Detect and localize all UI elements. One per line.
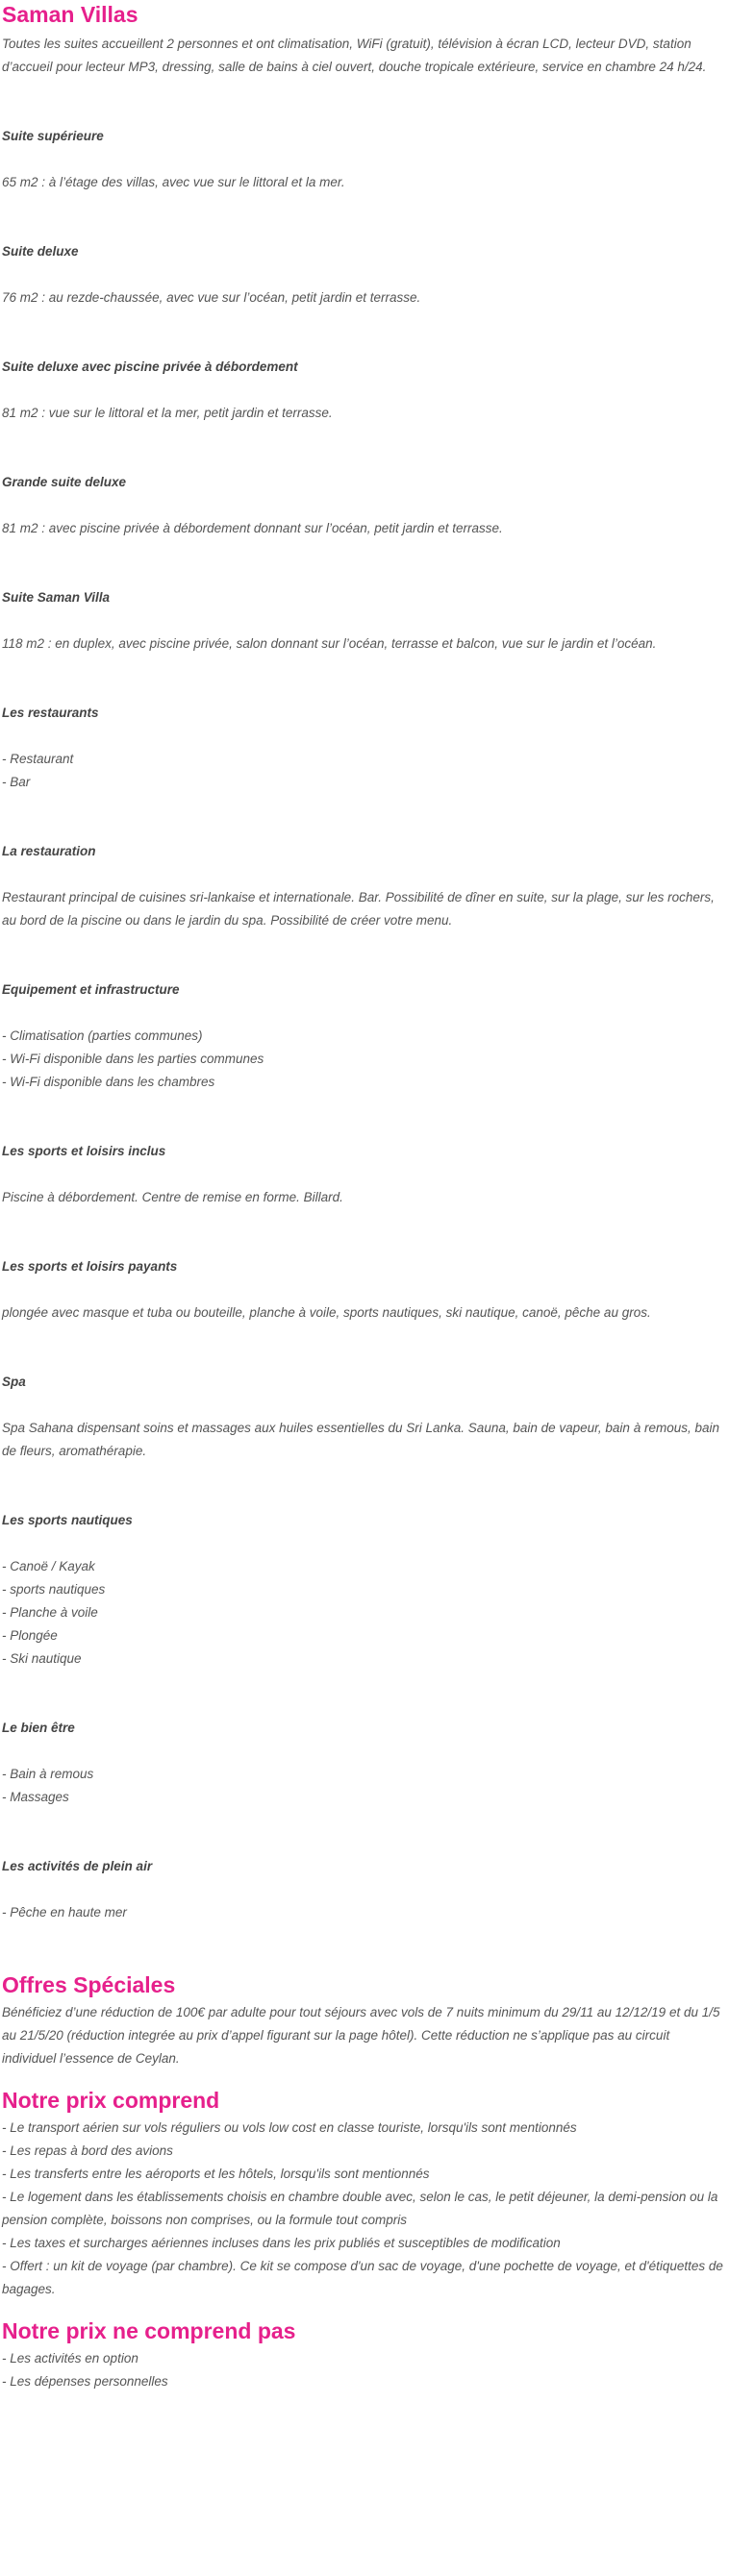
list-item: - Ski nautique	[2, 1651, 82, 1666]
excludes-title: Notre prix ne comprend pas	[2, 2318, 296, 2343]
list-item: - Climatisation (parties communes)	[2, 1028, 203, 1043]
section-text: 118 m2 : en duplex, avec piscine privée, salon donnant sur l’océan, terrasse et balcon, vue sur le jardin et l’océan.	[2, 636, 657, 651]
amenity-section	[2, 1140, 727, 1209]
section-list	[2, 748, 727, 794]
includes-title: Notre prix comprend	[2, 2088, 220, 2113]
amenity-section	[2, 1371, 727, 1463]
list-item: - Massages	[2, 1790, 69, 1804]
amenity-section	[2, 1509, 727, 1671]
amenity-section	[2, 471, 727, 540]
offers-section	[2, 1970, 727, 2070]
hotel-intro: Toutes les suites accueillent 2 personnes et ont climatisation, WiFi (gratuit), télévision à écran LCD, lecteur DVD, station d’accueil pour lecteur MP3, dressing, salle de bains à ciel ouvert, douche tropicale extérieure, service en chambre 24 h/24.	[2, 37, 707, 74]
section-heading: Les activités de plein air	[2, 1859, 153, 1873]
section-list	[2, 1025, 727, 1094]
amenity-section	[2, 1717, 727, 1809]
section-heading: Spa	[2, 1375, 26, 1389]
list-item: - Bar	[2, 775, 31, 789]
list-item: - Bain à remous	[2, 1767, 94, 1781]
amenity-section	[2, 840, 727, 932]
list-item: - Les dépenses personnelles	[2, 2374, 168, 2389]
section-heading: Le bien être	[2, 1721, 75, 1735]
amenity-section	[2, 702, 727, 794]
section-heading: Suite deluxe	[2, 244, 79, 259]
sections	[2, 125, 727, 1924]
list-item: - Les transferts entre les aéroports et les hôtels, lorsqu'ils sont mentionnés	[2, 2167, 430, 2181]
list-item: - sports nautiques	[2, 1582, 106, 1597]
list-item: - Les taxes et surcharges aériennes incluses dans les prix publiés et susceptibles de modification	[2, 2236, 561, 2250]
section-list	[2, 1555, 727, 1671]
includes-section	[2, 2086, 727, 2301]
section-heading: Suite supérieure	[2, 129, 104, 143]
list-item: - Restaurant	[2, 752, 74, 766]
section-text: plongée avec masque et tuba ou bouteille, planche à voile, sports nautiques, ski nautique, canoë, pêche au gros.	[2, 1305, 651, 1320]
section-text: Piscine à débordement. Centre de remise en forme. Billard.	[2, 1190, 343, 1204]
includes-list	[2, 2117, 727, 2301]
section-list	[2, 1763, 727, 1809]
section-text: Restaurant principal de cuisines sri-lankaise et internationale. Bar. Possibilité de dîner en suite, sur la plage, sur les rochers, au bord de la piscine ou dans le jardin du spa. Possibilité de créer votre menu.	[2, 890, 715, 928]
list-item: - Canoë / Kayak	[2, 1559, 95, 1573]
offers-text: Bénéficiez d’une réduction de 100€ par adulte pour tout séjours avec vols de 7 nuits minimum du 29/11 au 12/12/19 et du 1/5 au 21/5/20 (réduction integrée au prix d’appel figurant sur la page hôtel). Cette réduction ne s’applique pas au circuit individuel l’essence de Ceylan.	[2, 2005, 720, 2066]
section-heading: Les sports nautiques	[2, 1513, 133, 1527]
section-heading: Les restaurants	[2, 706, 99, 720]
section-heading: Suite Saman Villa	[2, 590, 111, 605]
section-list	[2, 1901, 727, 1924]
amenity-section	[2, 125, 727, 194]
list-item: - Wi-Fi disponible dans les chambres	[2, 1075, 215, 1089]
amenity-section	[2, 586, 727, 656]
list-item: - Offert : un kit de voyage (par chambre). Ce kit se compose d'un sac de voyage, d'une pochette de voyage, et d'étiquettes de bagages.	[2, 2259, 723, 2296]
section-heading: Suite deluxe avec piscine privée à débordement	[2, 359, 298, 374]
list-item: - Plongée	[2, 1628, 58, 1643]
hotel-title: Saman Villas	[2, 2, 138, 27]
list-item: - Pêche en haute mer	[2, 1905, 127, 1920]
list-item: - Les activités en option	[2, 2351, 138, 2365]
offers-title: Offres Spéciales	[2, 1972, 176, 1997]
section-text: 76 m2 : au rezde-chaussée, avec vue sur l’océan, petit jardin et terrasse.	[2, 290, 421, 305]
amenity-section	[2, 356, 727, 425]
section-text: 81 m2 : avec piscine privée à débordement donnant sur l’océan, petit jardin et terrasse.	[2, 521, 503, 535]
section-heading: Les sports et loisirs payants	[2, 1259, 178, 1274]
list-item: - Les repas à bord des avions	[2, 2143, 173, 2158]
section-text: 65 m2 : à l’étage des villas, avec vue sur le littoral et la mer.	[2, 175, 345, 189]
section-heading: La restauration	[2, 844, 96, 858]
list-item: - Wi-Fi disponible dans les parties communes	[2, 1052, 264, 1066]
list-item: - Planche à voile	[2, 1605, 98, 1620]
excludes-list	[2, 2347, 727, 2393]
section-text: Spa Sahana dispensant soins et massages aux huiles essentielles du Sri Lanka. Sauna, bain de vapeur, bain à remous, bain de fleurs, aromathérapie.	[2, 1421, 719, 1458]
list-item: - Le transport aérien sur vols réguliers ou vols low cost en classe touriste, lorsqu'ils sont mentionnés	[2, 2120, 577, 2135]
amenity-section	[2, 1855, 727, 1924]
section-text: 81 m2 : vue sur le littoral et la mer, petit jardin et terrasse.	[2, 406, 333, 420]
amenity-section	[2, 1255, 727, 1325]
section-heading: Grande suite deluxe	[2, 475, 127, 489]
section-heading: Equipement et infrastructure	[2, 982, 180, 997]
amenity-section	[2, 978, 727, 1094]
amenity-section	[2, 240, 727, 310]
excludes-section	[2, 2316, 727, 2393]
list-item: - Le logement dans les établissements choisis en chambre double avec, selon le cas, le petit déjeuner, la demi-pension ou la pension complète, boissons non comprises, ou la formule tout compris	[2, 2190, 718, 2227]
section-heading: Les sports et loisirs inclus	[2, 1144, 166, 1158]
